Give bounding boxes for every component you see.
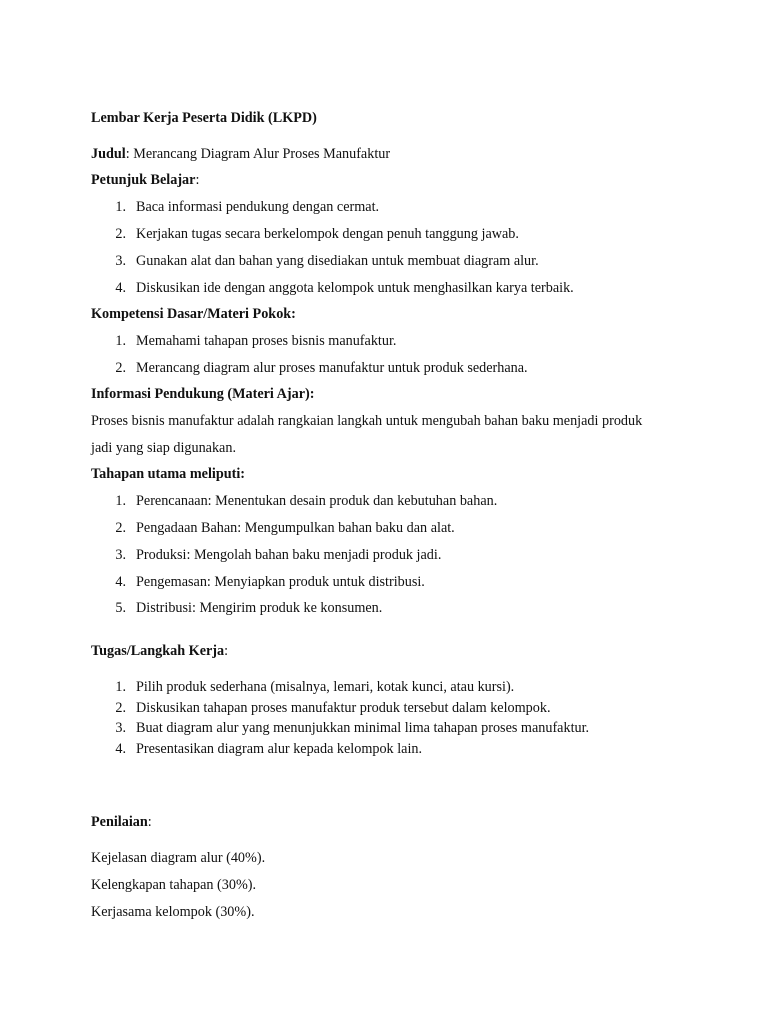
tugas-heading-text: Tugas/Langkah Kerja xyxy=(91,643,225,659)
tahapan-item: Pengadaan Bahan: Mengumpulkan bahan baku dan alat. xyxy=(136,520,455,536)
informasi-paragraph-line: jadi yang siap digunakan. xyxy=(91,440,236,456)
list-number: 2. xyxy=(115,226,126,242)
tugas-item: Presentasikan diagram alur kepada kelompok lain. xyxy=(136,741,423,757)
petunjuk-item: Kerjakan tugas secara berkelompok dengan penuh tanggung jawab. xyxy=(136,226,519,242)
informasi-paragraph-line: Proses bisnis manufaktur adalah rangkaian langkah untuk mengubah bahan baku menjadi produk xyxy=(91,413,643,429)
tugas-item: Diskusikan tahapan proses manufaktur produk tersebut dalam kelompok. xyxy=(136,700,551,716)
list-number: 1. xyxy=(115,493,126,509)
list-number: 3. xyxy=(115,253,126,269)
kompetensi-item: Merancang diagram alur proses manufaktur untuk produk sederhana. xyxy=(136,360,528,376)
list-number: 5. xyxy=(115,600,126,616)
tugas-item: Buat diagram alur yang menunjukkan minimal lima tahapan proses manufaktur. xyxy=(136,720,590,736)
judul-label: Judul xyxy=(91,146,126,162)
informasi-heading: Informasi Pendukung (Materi Ajar): xyxy=(91,386,315,402)
penilaian-line: Kelengkapan tahapan (30%). xyxy=(91,877,257,893)
penilaian-line: Kerjasama kelompok (30%). xyxy=(91,904,255,920)
penilaian-heading xyxy=(91,813,152,831)
tugas-heading xyxy=(91,642,228,660)
list-number: 2. xyxy=(115,360,126,376)
kompetensi-heading: Kompetensi Dasar/Materi Pokok: xyxy=(91,306,296,322)
petunjuk-item: Gunakan alat dan bahan yang disediakan untuk membuat diagram alur. xyxy=(136,253,539,269)
tugas-heading-colon: : xyxy=(224,643,229,659)
petunjuk-heading-colon: : xyxy=(195,172,200,188)
list-number: 4. xyxy=(115,280,126,296)
list-number: 1. xyxy=(115,199,126,215)
tahapan-heading: Tahapan utama meliputi: xyxy=(91,466,245,482)
list-number: 2. xyxy=(115,700,126,716)
tahapan-item: Produksi: Mengolah bahan baku menjadi produk jadi. xyxy=(136,547,442,563)
list-number: 2. xyxy=(115,520,126,536)
list-number: 4. xyxy=(115,574,126,590)
list-number: 1. xyxy=(115,333,126,349)
penilaian-heading-colon: : xyxy=(147,814,152,830)
penilaian-line: Kejelasan diagram alur (40%). xyxy=(91,850,266,866)
petunjuk-heading xyxy=(91,171,199,189)
tahapan-item: Distribusi: Mengirim produk ke konsumen. xyxy=(136,600,383,616)
judul-value: : Merancang Diagram Alur Proses Manufaktur xyxy=(125,146,391,162)
tahapan-item: Pengemasan: Menyiapkan produk untuk distribusi. xyxy=(136,574,425,590)
tugas-item: Pilih produk sederhana (misalnya, lemari, kotak kunci, atau kursi). xyxy=(136,679,515,695)
list-number: 3. xyxy=(115,547,126,563)
petunjuk-heading-text: Petunjuk Belajar xyxy=(91,172,196,188)
petunjuk-item: Baca informasi pendukung dengan cermat. xyxy=(136,199,380,215)
list-number: 1. xyxy=(115,679,126,695)
judul-line xyxy=(91,145,390,163)
tahapan-item: Perencanaan: Menentukan desain produk dan kebutuhan bahan. xyxy=(136,493,498,509)
kompetensi-item: Memahami tahapan proses bisnis manufaktur. xyxy=(136,333,397,349)
list-number: 3. xyxy=(115,720,126,736)
penilaian-heading-text: Penilaian xyxy=(91,814,148,830)
list-number: 4. xyxy=(115,741,126,757)
petunjuk-item: Diskusikan ide dengan anggota kelompok untuk menghasilkan karya terbaik. xyxy=(136,280,574,296)
document-title: Lembar Kerja Peserta Didik (LKPD) xyxy=(91,110,317,126)
